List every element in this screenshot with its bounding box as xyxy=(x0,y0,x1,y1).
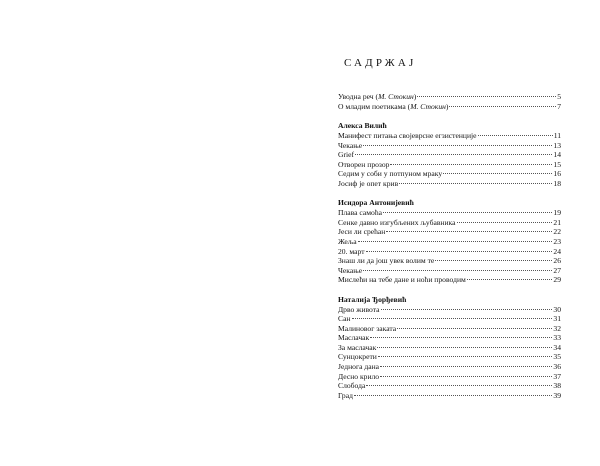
toc-entry-title: Град xyxy=(338,390,353,400)
dot-leader xyxy=(358,241,553,242)
dot-leader xyxy=(380,366,552,367)
toc-entry-title: О младим поетикама (М. Стокин) xyxy=(338,101,449,111)
toc-entry xyxy=(338,160,561,170)
toc-entry-page: 13 xyxy=(553,140,561,150)
toc-entry-title: Сунцокрети xyxy=(338,352,377,362)
toc-entry xyxy=(338,102,561,112)
toc-entry-title: Чекање xyxy=(338,140,363,150)
toc-entry xyxy=(338,208,561,218)
dot-leader xyxy=(443,173,552,174)
toc-entry-title: За маслачак xyxy=(338,342,377,352)
toc-entry-author: М. Стокин xyxy=(410,101,446,111)
toc-entry-title: Жеља xyxy=(338,237,357,247)
toc-section xyxy=(338,294,561,400)
dot-leader xyxy=(417,96,556,97)
toc-entry-title: Дрво живота xyxy=(338,304,380,314)
toc-entry xyxy=(338,381,561,391)
dot-leader xyxy=(386,231,552,232)
toc-entry-title: Отворен прозор xyxy=(338,159,390,169)
toc-entry-page: 30 xyxy=(553,304,561,314)
toc-entry-page: 26 xyxy=(553,256,561,266)
toc-entry-title: Маслачак xyxy=(338,333,370,343)
toc-entry-page: 35 xyxy=(553,352,561,362)
toc-entry-page: 14 xyxy=(553,150,561,160)
toc-entry xyxy=(338,256,561,266)
dot-leader xyxy=(457,222,553,223)
dot-leader xyxy=(355,154,552,155)
toc-entry xyxy=(338,169,561,179)
toc-entry xyxy=(338,141,561,151)
toc-entry-page: 18 xyxy=(553,178,561,188)
dot-leader xyxy=(478,135,553,136)
section-author: Алекса Вилић xyxy=(338,121,387,131)
toc-entry-author: М. Стокин xyxy=(378,92,414,101)
toc-entry-title: Јеси ли срећан xyxy=(338,227,386,237)
toc-entry-title: Манифест питања својеврсне егзистенције xyxy=(338,131,477,141)
toc-entry-page: 27 xyxy=(553,265,561,275)
dot-leader xyxy=(467,279,553,280)
table-of-contents xyxy=(338,57,561,400)
toc-entry-page: 33 xyxy=(553,333,561,343)
dot-leader xyxy=(399,183,552,184)
dot-leader xyxy=(397,328,552,329)
toc-entry xyxy=(338,391,561,401)
toc-entry-page: 7 xyxy=(557,101,561,111)
toc-entry-page: 21 xyxy=(553,217,561,227)
toc-entry-title: Малиновог заката xyxy=(338,323,397,333)
dot-leader xyxy=(383,212,552,213)
toc-entry-page: 24 xyxy=(553,246,561,256)
dot-leader xyxy=(352,318,553,319)
toc-entry-page: 5 xyxy=(557,92,561,101)
toc-entry xyxy=(338,372,561,382)
toc-entry-title: Чекање xyxy=(338,265,363,275)
toc-entry-title: Мислећи на тебе дане и ноћи проводим xyxy=(338,275,466,285)
dot-leader xyxy=(366,251,553,252)
toc-entry-title: Седим у соби у потпуном мраку xyxy=(338,169,443,179)
toc-entry xyxy=(338,266,561,276)
toc-entry xyxy=(338,150,561,160)
toc-entry-page: 23 xyxy=(553,237,561,247)
toc-entry-page: 32 xyxy=(553,323,561,333)
toc-entry-page: 36 xyxy=(553,362,561,372)
dot-leader xyxy=(378,356,553,357)
toc-entry xyxy=(338,237,561,247)
dot-leader xyxy=(377,347,552,348)
dot-leader xyxy=(363,270,552,271)
section-author: Исидора Антонијевић xyxy=(338,198,414,208)
toc-entry-page: 39 xyxy=(553,390,561,400)
toc-entry-page: 37 xyxy=(553,371,561,381)
toc-entry xyxy=(338,227,561,237)
dot-leader xyxy=(390,164,552,165)
toc-entry xyxy=(338,92,561,102)
toc-entry-page: 34 xyxy=(553,342,561,352)
toc-entry xyxy=(338,305,561,315)
toc-entry-title: 20. март xyxy=(338,246,365,256)
intro-entries xyxy=(338,92,561,111)
toc-entry xyxy=(338,352,561,362)
toc-entry-page: 29 xyxy=(553,275,561,285)
toc-section xyxy=(338,120,561,188)
toc-entry xyxy=(338,179,561,189)
toc-entry xyxy=(338,324,561,334)
dot-leader xyxy=(435,260,552,261)
toc-heading: САДРЖАЈ xyxy=(344,57,417,69)
toc-entry-title: Знаш ли да још увек волим те xyxy=(338,256,435,266)
toc-entry-page: 22 xyxy=(553,227,561,237)
toc-entry xyxy=(338,218,561,228)
toc-entry xyxy=(338,333,561,343)
dot-leader xyxy=(381,309,553,310)
toc-entry xyxy=(338,275,561,285)
dot-leader xyxy=(363,145,552,146)
toc-entry-title: Једнога дана xyxy=(338,362,380,372)
toc-entry-page: 15 xyxy=(553,159,561,169)
toc-entry-title: Сан xyxy=(338,314,351,324)
toc-entry xyxy=(338,362,561,372)
dot-leader xyxy=(366,385,552,386)
toc-entry-page: 16 xyxy=(553,169,561,179)
toc-entry-title: Десно крило xyxy=(338,371,380,381)
toc-entry-title: Уводна реч (М. Стокин) xyxy=(338,92,417,101)
dot-leader xyxy=(354,395,552,396)
dot-leader xyxy=(370,337,552,338)
toc-entry xyxy=(338,314,561,324)
toc-section xyxy=(338,197,561,284)
toc-entry xyxy=(338,131,561,141)
toc-entry-title: Grief xyxy=(338,150,355,160)
dot-leader xyxy=(380,376,552,377)
section-author: Наталија Ђорђевић xyxy=(338,294,407,304)
toc-entry-title: Јосиф је опет крив xyxy=(338,178,399,188)
toc-entry xyxy=(338,247,561,257)
toc-sections xyxy=(338,120,561,400)
toc-entry-page: 38 xyxy=(553,381,561,391)
toc-entry-page: 31 xyxy=(553,314,561,324)
toc-entry-page: 11 xyxy=(553,131,561,141)
toc-entry xyxy=(338,343,561,353)
toc-entry-title: Слобода xyxy=(338,381,366,391)
toc-entry-title: Плава самоћа xyxy=(338,208,383,218)
toc-entry-page: 19 xyxy=(553,208,561,218)
toc-entry-title: Сенке давно изгубљених љубавника xyxy=(338,217,456,227)
dot-leader xyxy=(449,106,556,107)
